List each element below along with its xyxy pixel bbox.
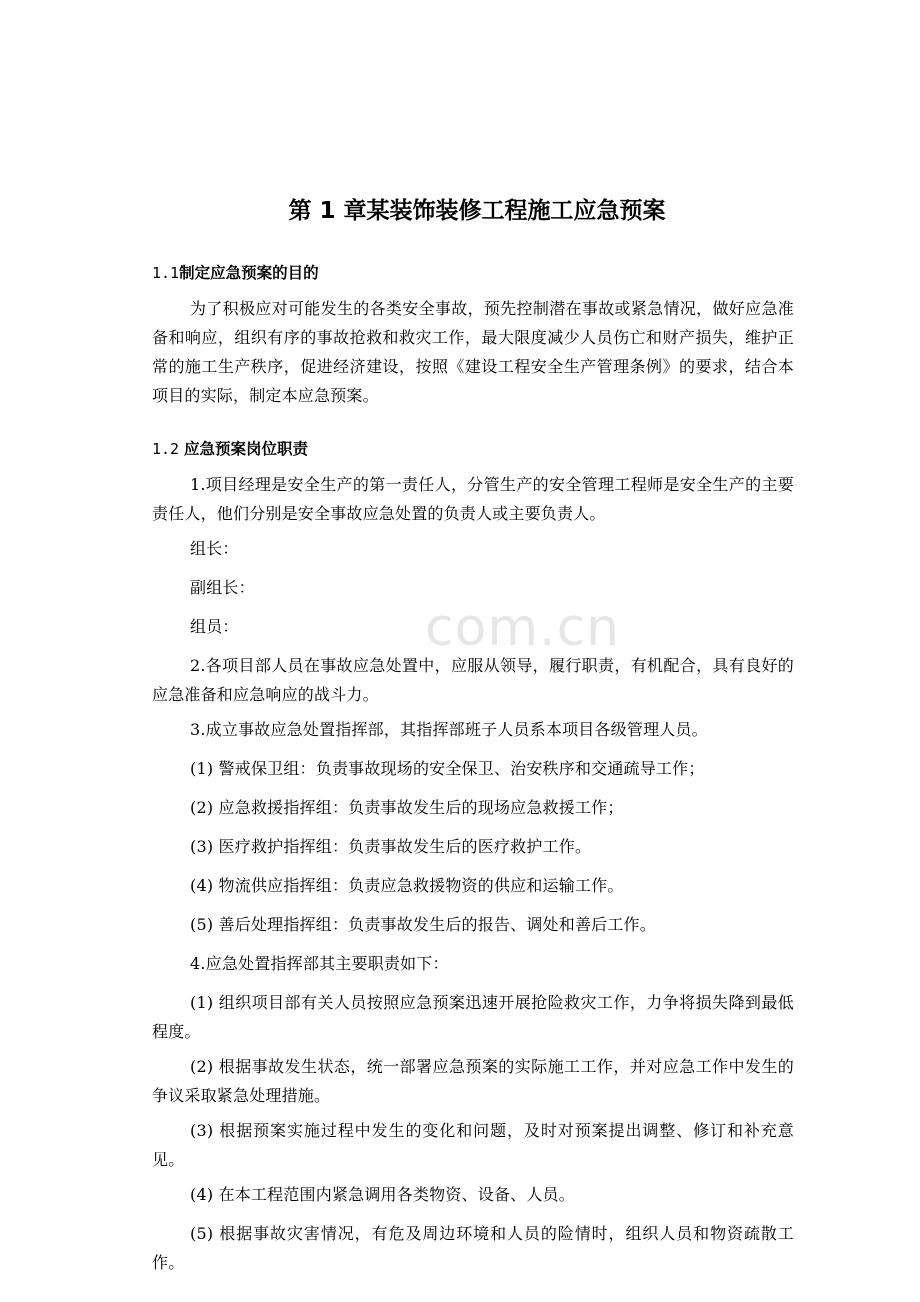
list-item: (4) 在本工程范围内紧急调用各类物资、设备、人员。 bbox=[190, 1185, 575, 1204]
list-item: (2) 应急救援指挥组：负责事故发生后的现场应急救援工作； bbox=[190, 798, 624, 817]
list-item: (3) 医疗救护指挥组：负责事故发生后的医疗救护工作。 bbox=[190, 837, 592, 856]
section-heading-1-2 bbox=[152, 438, 794, 460]
list-item: (2) 根据事故发生状态，统一部署应急预案的实际施工工作，并对应急工作中发生的争议采取紧急处理措施。 bbox=[152, 1057, 794, 1105]
paragraph-responsibility-2: 2.各项目部人员在事故应急处置中，应服从领导，履行职责，有机配合，具有良好的应急准备和应急响应的战斗力。 bbox=[152, 656, 794, 704]
section-heading-1-1 bbox=[152, 262, 794, 284]
paragraph-deputy-leader: 副组长： bbox=[190, 578, 255, 597]
watermark: com.cn bbox=[425, 598, 621, 658]
paragraph-responsibility-4: 4.应急处置指挥部其主要职责如下： bbox=[190, 954, 449, 973]
list-item: (5) 善后处理指挥组：负责事故发生后的报告、调处和善后工作。 bbox=[190, 915, 656, 934]
list-item: (5) 根据事故灾害情况，有危及周边环境和人员的险情时，组织人员和物资疏散工作。 bbox=[152, 1224, 794, 1272]
list-item: (4) 物流供应指挥组：负责应急救援物资的供应和运输工作。 bbox=[190, 876, 624, 895]
paragraph-members: 组员： bbox=[190, 617, 239, 636]
list-item: (3) 根据预案实施过程中发生的变化和问题，及时对预案提出调整、修订和补充意见。 bbox=[152, 1121, 794, 1169]
document-body bbox=[152, 196, 794, 1283]
section-title: 制定应急预案的目的 bbox=[179, 264, 319, 282]
section-title: 应急预案岗位职责 bbox=[184, 440, 309, 458]
section-number: 1.1 bbox=[152, 264, 180, 282]
section-number: 1.2 bbox=[152, 440, 180, 458]
paragraph-responsibility-3: 3.成立事故应急处置指挥部，其指挥部班子人员系本项目各级管理人员。 bbox=[190, 720, 708, 739]
page-title: 第 1 章某装饰装修工程施工应急预案 bbox=[288, 198, 666, 224]
paragraph-purpose: 为了积极应对可能发生的各类安全事故，预先控制潜在事故或紧急情况，做好应急准备和响应，组织有序的事故抢救和救灾工作，最大限度减少人员伤亡和财产损失，维护正常的施工生产秩序，促进经济建设，按照《建设工程安全生产管理条例》的要求，结合本项目的实际，制定本应急预案。 bbox=[152, 299, 794, 405]
list-item: (1) 警戒保卫组：负责事故现场的安全保卫、治安秩序和交通疏导工作； bbox=[190, 759, 705, 778]
list-item: (1) 组织项目部有关人员按照应急预案迅速开展抢险救灾工作，力争将损失降到最低程度。 bbox=[152, 993, 794, 1041]
paragraph-group-leader: 组长： bbox=[190, 539, 239, 558]
paragraph-responsibility-1: 1.项目经理是安全生产的第一责任人，分管生产的安全管理工程师是安全生产的主要责任人，他们分别是安全事故应急处置的负责人或主要负责人。 bbox=[152, 475, 794, 523]
